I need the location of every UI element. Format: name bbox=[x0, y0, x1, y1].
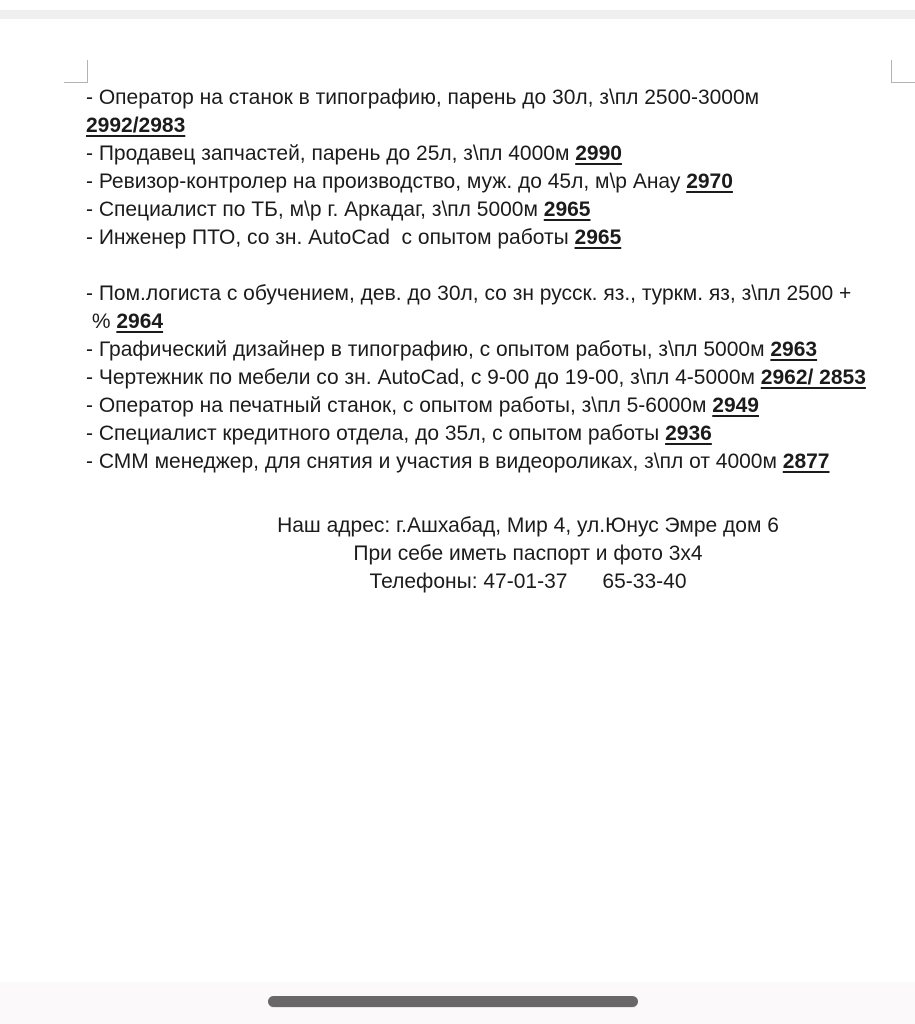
job-ref-number: 2877 bbox=[782, 450, 830, 473]
job-ref-number: 2963 bbox=[770, 338, 818, 361]
job-text: % bbox=[86, 310, 117, 333]
job-ref-number: 2970 bbox=[686, 170, 733, 193]
job-line bbox=[86, 140, 915, 168]
job-ref-number: 2965 bbox=[543, 198, 591, 221]
job-text: - Инженер ПТО, со зн. AutoCad с опытом работы bbox=[86, 226, 575, 249]
page-margin-corner-left-icon bbox=[64, 60, 88, 83]
documents-line: При себе иметь паспорт и фото 3х4 bbox=[353, 542, 703, 565]
job-text: - Продавец запчастей, парень до 25л, з\пл 4000м bbox=[86, 142, 576, 165]
job-text: - СММ менеджер, для снятия и участия в видеороликах, з\пл от 4000м bbox=[86, 450, 783, 473]
job-line bbox=[86, 196, 915, 224]
job-ref-number: 2962/ 2853 bbox=[760, 366, 866, 389]
job-line bbox=[86, 392, 915, 420]
job-text: - Оператор на печатный станок, с опытом работы, з\пл 5-6000м bbox=[86, 394, 713, 417]
job-ref-number: 2965 bbox=[574, 226, 622, 249]
job-line bbox=[86, 168, 915, 196]
job-line bbox=[86, 308, 915, 336]
job-line bbox=[86, 112, 915, 140]
job-text: - Чертежник по мебели со зн. AutoCad, с 9-00 до 19-00, з\пл 4-5000м bbox=[86, 366, 761, 389]
job-text: - Ревизор-контролер на производство, муж. до 45л, м\р Анау bbox=[86, 170, 687, 193]
job-ref-number: 2964 bbox=[116, 310, 164, 333]
job-text: - Оператор на станок в типографию, парень до 30л, з\пл 2500-3000м bbox=[86, 86, 760, 109]
job-text: - Пом.логиста с обучением, дев. до 30л, со зн русск. яз., туркм. яз, з\пл 2500 + bbox=[86, 282, 852, 305]
bottom-bar bbox=[0, 982, 915, 1024]
job-line bbox=[86, 84, 915, 112]
page-margin-corner-right-icon bbox=[891, 60, 915, 83]
job-ref-number: 2990 bbox=[575, 142, 622, 165]
job-text: - Специалист по ТБ, м\р г. Аркадаг, з\пл 5000м bbox=[86, 198, 544, 221]
scrollbar-handle[interactable] bbox=[268, 996, 638, 1007]
status-bar-strip bbox=[0, 10, 915, 19]
job-text: - Специалист кредитного отдела, до 35л, с опытом работы bbox=[86, 422, 666, 445]
job-line bbox=[86, 448, 915, 476]
job-line bbox=[86, 336, 915, 364]
job-list bbox=[86, 84, 915, 476]
job-line bbox=[86, 280, 915, 308]
job-line bbox=[86, 420, 915, 448]
blank-line bbox=[86, 252, 915, 280]
job-ref-number: 2992/2983 bbox=[86, 114, 186, 137]
job-line bbox=[86, 364, 915, 392]
address-line: Наш адрес: г.Ашхабад, Мир 4, ул.Юнус Эмре дом 6 bbox=[277, 514, 779, 537]
job-ref-number: 2949 bbox=[712, 394, 759, 417]
contact-block bbox=[86, 512, 915, 596]
phones-line: Телефоны: 47-01-37 65-33-40 bbox=[369, 570, 687, 593]
job-line bbox=[86, 224, 915, 252]
job-ref-number: 2936 bbox=[665, 422, 712, 445]
job-text: - Графический дизайнер в типографию, с опытом работы, з\пл 5000м bbox=[86, 338, 771, 361]
